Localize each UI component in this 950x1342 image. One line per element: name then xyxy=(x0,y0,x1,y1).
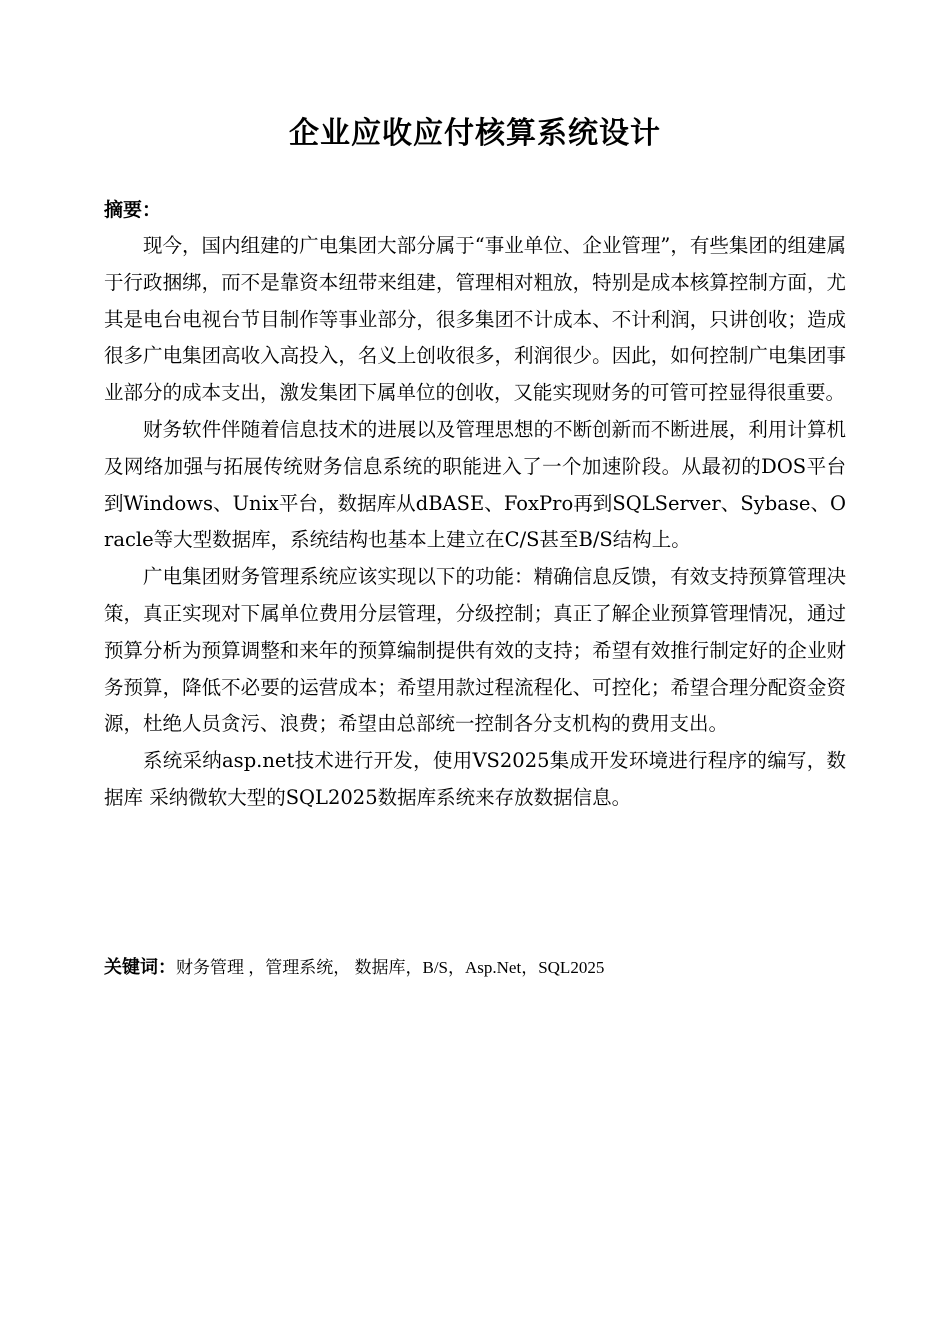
abstract-paragraph-4: 系统采纳asp.net技术进行开发，使用VS2025集成开发环境进行程序的编写，数据库 采纳微软大型的SQL2025数据库系统来存放数据信息。 xyxy=(104,749,846,809)
keywords-label: 关键词： xyxy=(104,957,176,978)
document-title: 企业应收应付核算系统设计 xyxy=(289,116,661,151)
abstract-paragraph-1: 现今，国内组建的广电集团大部分属于“事业单位、企业管理”，有些集团的组建属于行政捆绑，而不是靠资本纽带来组建，管理相对粗放，特别是成本核算控制方面，尤其是电台电视台节目制作等事业部分，很多集团不计成本、不计利润，只讲创收；造成很多广电集团高收入高投入，名义上创收很多，利润很少。因此，如何控制广电集团事业部分的成本支出，激发集团下属单位的创收，又能实现财务的可管可控显得很重要。 xyxy=(104,234,846,405)
keywords-value: 财务管理 ，管理系统， 数据库，B/S，Asp.Net，SQL2025 xyxy=(176,958,605,977)
keywords-line xyxy=(104,954,604,982)
abstract-label: 摘要： xyxy=(104,199,162,221)
abstract-paragraph-2: 财务软件伴随着信息技术的进展以及管理思想的不断创新而不断进展，利用计算机及网络加强与拓展传统财务信息系统的职能进入了一个加速阶段。从最初的DOS平台到Windows、Unix平台，数据库从dBASE、FoxPro再到SQLServer、Sybase、Oracle等大型数据库，系统结构也基本上建立在C/S甚至B/S结构上。 xyxy=(104,417,846,552)
abstract-body xyxy=(104,228,846,817)
abstract-paragraph-3: 广电集团财务管理系统应该实现以下的功能：精确信息反馈，有效支持预算管理决策，真正实现对下属单位费用分层管理，分级控制；真正了解企业预算管理情况，通过预算分析为预算调整和来年的预算编制提供有效的支持；希望有效推行制定好的企业财务预算，降低不必要的运营成本；希望用款过程流程化、可控化；希望合理分配资金资源，杜绝人员贪污、浪费；希望由总部统一控制各分支机构的费用支出。 xyxy=(104,565,846,736)
